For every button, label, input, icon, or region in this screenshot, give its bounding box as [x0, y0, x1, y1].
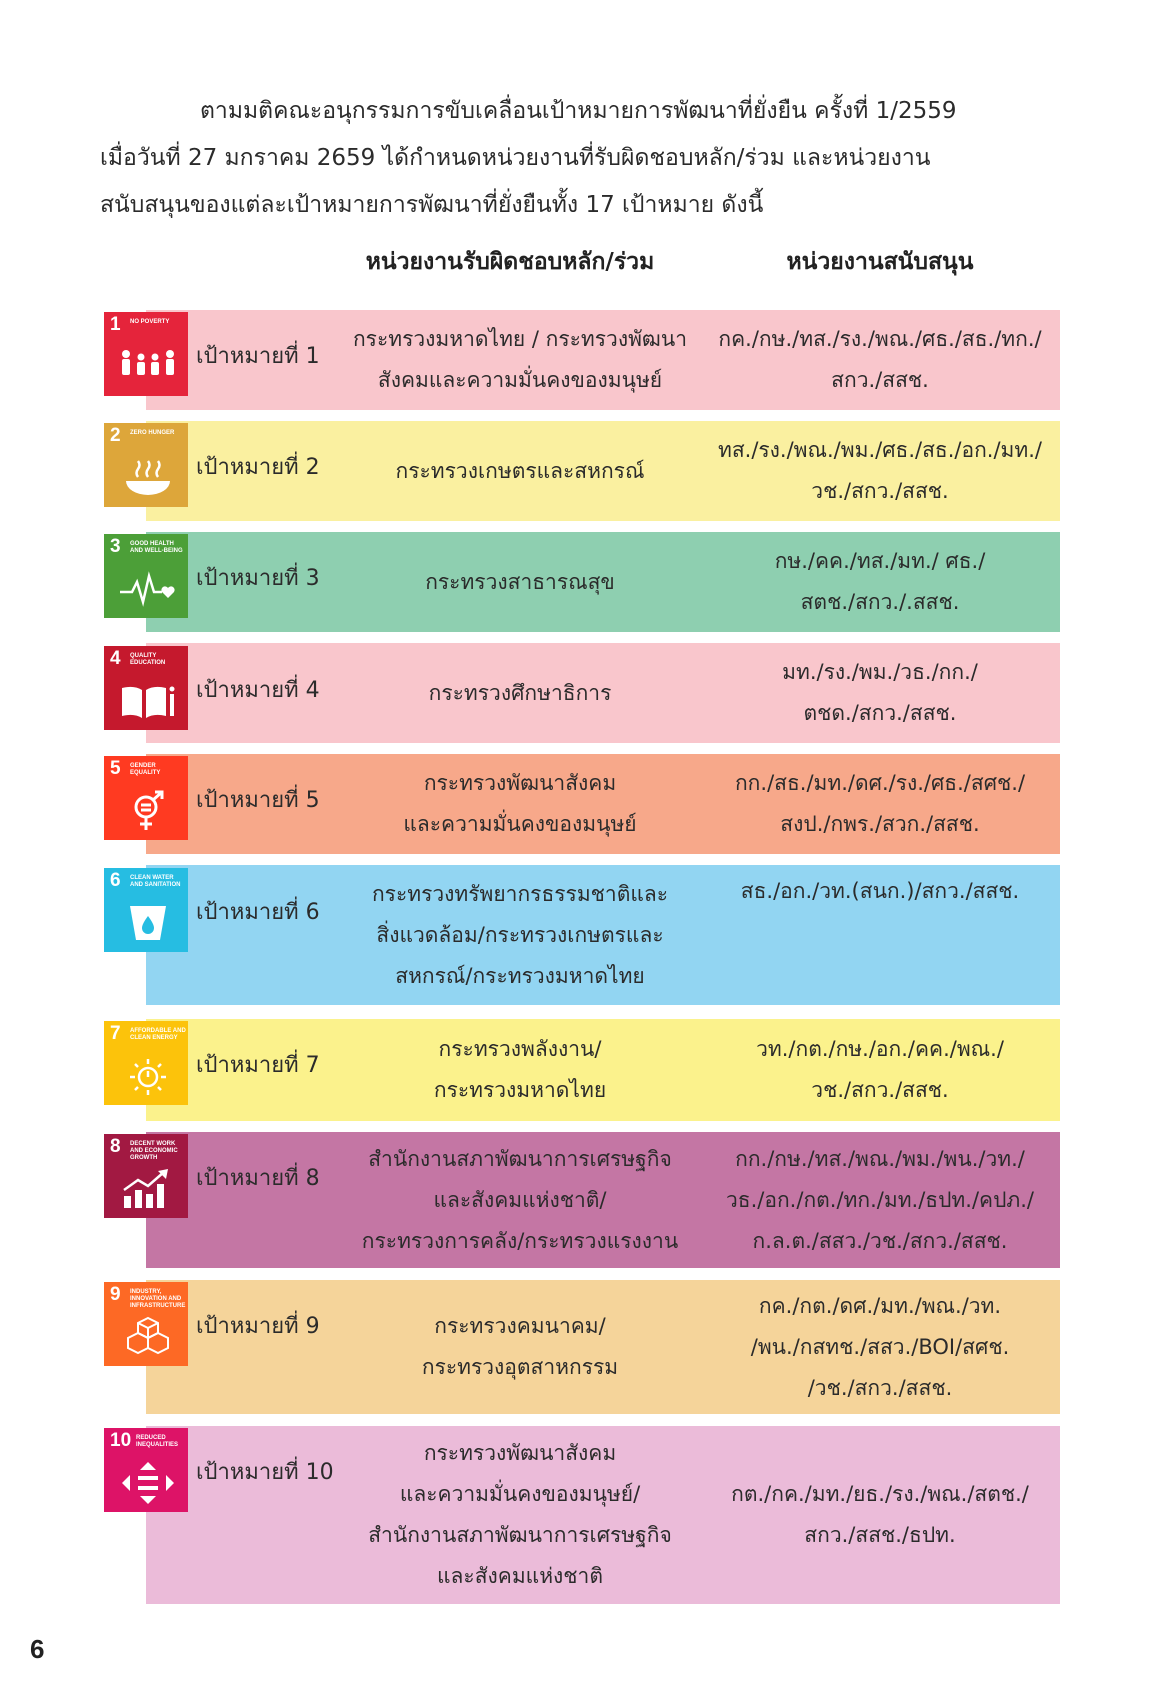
goal-label: เป้าหมายที่ 3 — [196, 566, 320, 591]
support-agencies-line-2: ตชด./สกว./สสช. — [803, 701, 957, 725]
support-agencies — [700, 1029, 1060, 1111]
main-agencies-line-3: กระทรวงการคลัง/กระทรวงแรงงาน — [361, 1228, 679, 1253]
main-agencies — [340, 319, 700, 401]
support-agencies-line-2: วช./สกว./สสช. — [811, 1078, 949, 1102]
sdg-goal-4-icon — [104, 646, 188, 730]
main-agencies-line-1: กระทรวงพัฒนาสังคม — [423, 1441, 617, 1465]
sdg-goal-3-icon — [104, 534, 188, 618]
main-agencies-line-1: กระทรวงทรัพยากรธรรมชาติและ — [371, 881, 669, 906]
main-agencies-line-2: กระทรวงมหาดไทย — [433, 1078, 607, 1102]
support-agencies-line-1: กค./กษ./ทส./รง./พณ./ศธ./สธ./ทก./ — [718, 327, 1042, 351]
sdg-goal-5-icon — [104, 756, 188, 840]
header-support-agencies: หน่วยงานสนับสนุน — [786, 249, 974, 275]
sdg-number: 3 — [110, 536, 121, 557]
sdg-caption: DECENT WORK AND ECONOMIC GROWTH — [130, 1141, 178, 1161]
support-agencies — [700, 1286, 1060, 1409]
sdg-number: 9 — [110, 1284, 121, 1305]
main-agencies-line-1: กระทรวงพัฒนาสังคม — [423, 771, 617, 795]
sdg-goal-2-icon — [104, 423, 188, 507]
support-agencies-line-2: วช./สกว./สสช. — [811, 479, 949, 503]
sdg-number: 7 — [110, 1023, 121, 1044]
main-agencies — [340, 1433, 700, 1597]
goal-label: เป้าหมายที่ 2 — [196, 455, 320, 480]
goal-label: เป้าหมายที่ 10 — [196, 1460, 334, 1485]
sdg-caption: AFFORDABLE AND CLEAN ENERGY — [130, 1028, 186, 1041]
sdg-caption: CLEAN WATER AND SANITATION — [130, 875, 181, 888]
support-agencies — [700, 1474, 1060, 1556]
intro-line-2: เมื่อวันที่ 27 มกราคม 2659 ได้กำหนดหน่วยงานที่รับผิดชอบหลัก/ร่วม และหน่วยงาน — [100, 145, 931, 171]
support-agencies — [700, 541, 1060, 623]
intro-line-1: ตามมติคณะอนุกรรมการขับเคลื่อนเป้าหมายการพัฒนาที่ยั่งยืน ครั้งที่ 1/2559 — [200, 98, 957, 124]
support-agencies-line-2: วธ./อก./กต./ทก./มท./ธปท./คปภ./ — [726, 1187, 1034, 1212]
main-agencies-line-2: กระทรวงอุตสาหกรรม — [421, 1355, 619, 1379]
sdg-caption: QUALITY EDUCATION — [130, 653, 166, 666]
main-agencies-line-1: กระทรวงเกษตรและสหกรณ์ — [395, 458, 645, 483]
main-agencies-line-2: และความมั่นคงของมนุษย์/ — [399, 1482, 641, 1506]
support-agencies — [700, 430, 1060, 512]
support-agencies — [700, 871, 1060, 912]
main-agencies-line-1: กระทรวงศึกษาธิการ — [428, 680, 612, 705]
sdg-goal-9-icon — [104, 1282, 188, 1366]
support-agencies-line-3: ก.ล.ต./สสว./วช./สกว./สสช. — [752, 1228, 1008, 1253]
support-agencies — [700, 763, 1060, 845]
main-agencies-line-1: กระทรวงสาธารณสุข — [425, 569, 615, 594]
support-agencies-line-1: มท./รง./พม./วธ./กก./ — [782, 660, 978, 684]
sdg-caption: INDUSTRY, INNOVATION AND INFRASTRUCTURE — [130, 1289, 186, 1309]
main-agencies — [340, 673, 700, 714]
sdg-caption: REDUCED INEQUALITIES — [136, 1435, 179, 1448]
intro-line-3: สนับสนุนของแต่ละเป้าหมายการพัฒนาที่ยั่งยืนทั้ง 17 เป้าหมาย ดังนี้ — [100, 192, 764, 218]
main-agencies-line-3: สหกรณ์/กระทรวงมหาดไทย — [395, 963, 645, 988]
sdg-goal-1-icon — [104, 312, 188, 396]
sdg-goal-6-icon — [104, 868, 188, 952]
support-agencies-line-3: /วช./สกว./สสช. — [807, 1375, 953, 1400]
main-agencies — [340, 1306, 700, 1388]
support-agencies-line-2: สตช./สกว./.สสช. — [800, 590, 960, 614]
sdg-number: 8 — [110, 1136, 121, 1157]
goal-label: เป้าหมายที่ 5 — [196, 788, 320, 813]
support-agencies-line-2: สกว./สสช. — [831, 368, 929, 392]
sdg-number: 10 — [110, 1430, 132, 1451]
support-agencies-line-1: วท./กต./กษ./อก./คค./พณ./ — [756, 1037, 1004, 1061]
sdg-number: 2 — [110, 425, 121, 446]
goal-label: เป้าหมายที่ 9 — [196, 1314, 320, 1339]
sdg-goal-7-icon — [104, 1021, 188, 1105]
main-agencies-line-1: กระทรวงพลังงาน/ — [438, 1037, 602, 1061]
main-agencies-line-1: สำนักงานสภาพัฒนาการเศรษฐกิจ — [368, 1146, 672, 1171]
support-agencies-line-1: ทส./รง./พณ./พม./ศธ./สธ./อก./มท./ — [717, 438, 1042, 462]
main-agencies — [340, 1029, 700, 1111]
sdg-goal-10-icon — [104, 1428, 188, 1512]
main-agencies — [340, 562, 700, 603]
main-agencies-line-2: และความมั่นคงของมนุษย์ — [403, 812, 637, 836]
support-agencies-line-2: /พน./กสทช./สสว./BOI/สศช. — [750, 1334, 1010, 1359]
main-agencies-line-2: สิ่งแวดล้อม/กระทรวงเกษตรและ — [376, 922, 664, 947]
support-agencies — [700, 652, 1060, 734]
main-agencies-line-1: กระทรวงมหาดไทย / กระทรวงพัฒนา — [352, 327, 688, 351]
goal-label: เป้าหมายที่ 8 — [196, 1166, 320, 1191]
support-agencies-line-1: กค./กต./ดศ./มท./พณ./วท. — [758, 1293, 1002, 1318]
support-agencies — [700, 319, 1060, 401]
support-agencies-line-1: กษ./คค./ทส./มท./ ศธ./ — [774, 549, 986, 573]
support-agencies-line-1: กก./สธ./มท./ดศ./รง./ศธ./สศช./ — [734, 771, 1026, 795]
support-agencies-line-2: สงป./กพร./สวก./สสช. — [780, 812, 980, 836]
goal-label: เป้าหมายที่ 7 — [196, 1053, 320, 1078]
goal-label: เป้าหมายที่ 1 — [196, 344, 320, 369]
sdg-caption: GENDER EQUALITY — [130, 763, 161, 776]
page-number: 6 — [30, 1634, 45, 1664]
sdg-number: 5 — [110, 758, 121, 779]
support-agencies-line-1: สธ./อก./วท.(สนก.)/สกว./สสช. — [740, 879, 1020, 903]
sdg-number: 6 — [110, 870, 121, 891]
support-agencies-line-2: สกว./สสช./ธปท. — [804, 1523, 956, 1547]
sdg-number: 4 — [110, 648, 121, 669]
support-agencies-line-1: กต./กค./มท./ยธ./รง./พณ./สตช./ — [731, 1482, 1029, 1506]
main-agencies-line-2: และสังคมแห่งชาติ/ — [433, 1187, 607, 1212]
sdg-caption: ZERO HUNGER — [130, 430, 175, 436]
sdg-goal-8-icon — [104, 1134, 188, 1218]
main-agencies-line-3: สำนักงานสภาพัฒนาการเศรษฐกิจ — [368, 1523, 672, 1547]
sdg-number: 1 — [110, 314, 121, 335]
support-agencies — [700, 1139, 1060, 1262]
main-agencies — [340, 451, 700, 492]
goal-label: เป้าหมายที่ 6 — [196, 900, 320, 925]
main-agencies-line-2: สังคมและความมั่นคงของมนุษย์ — [377, 368, 663, 392]
sdg-caption: NO POVERTY — [130, 319, 170, 325]
main-agencies — [340, 874, 700, 997]
main-agencies — [340, 763, 700, 845]
support-agencies-line-1: กก./กษ./ทส./พณ./พม./พน./วท./ — [735, 1146, 1025, 1171]
sdg-caption: GOOD HEALTH AND WELL-BEING — [130, 541, 183, 554]
intro-paragraph — [100, 88, 1060, 229]
main-agencies-line-1: กระทรวงคมนาคม/ — [434, 1314, 606, 1338]
goal-label: เป้าหมายที่ 4 — [196, 678, 320, 703]
header-main-agencies: หน่วยงานรับผิดชอบหลัก/ร่วม — [365, 249, 655, 275]
main-agencies-line-4: และสังคมแห่งชาติ — [437, 1564, 603, 1588]
main-agencies — [340, 1139, 700, 1262]
